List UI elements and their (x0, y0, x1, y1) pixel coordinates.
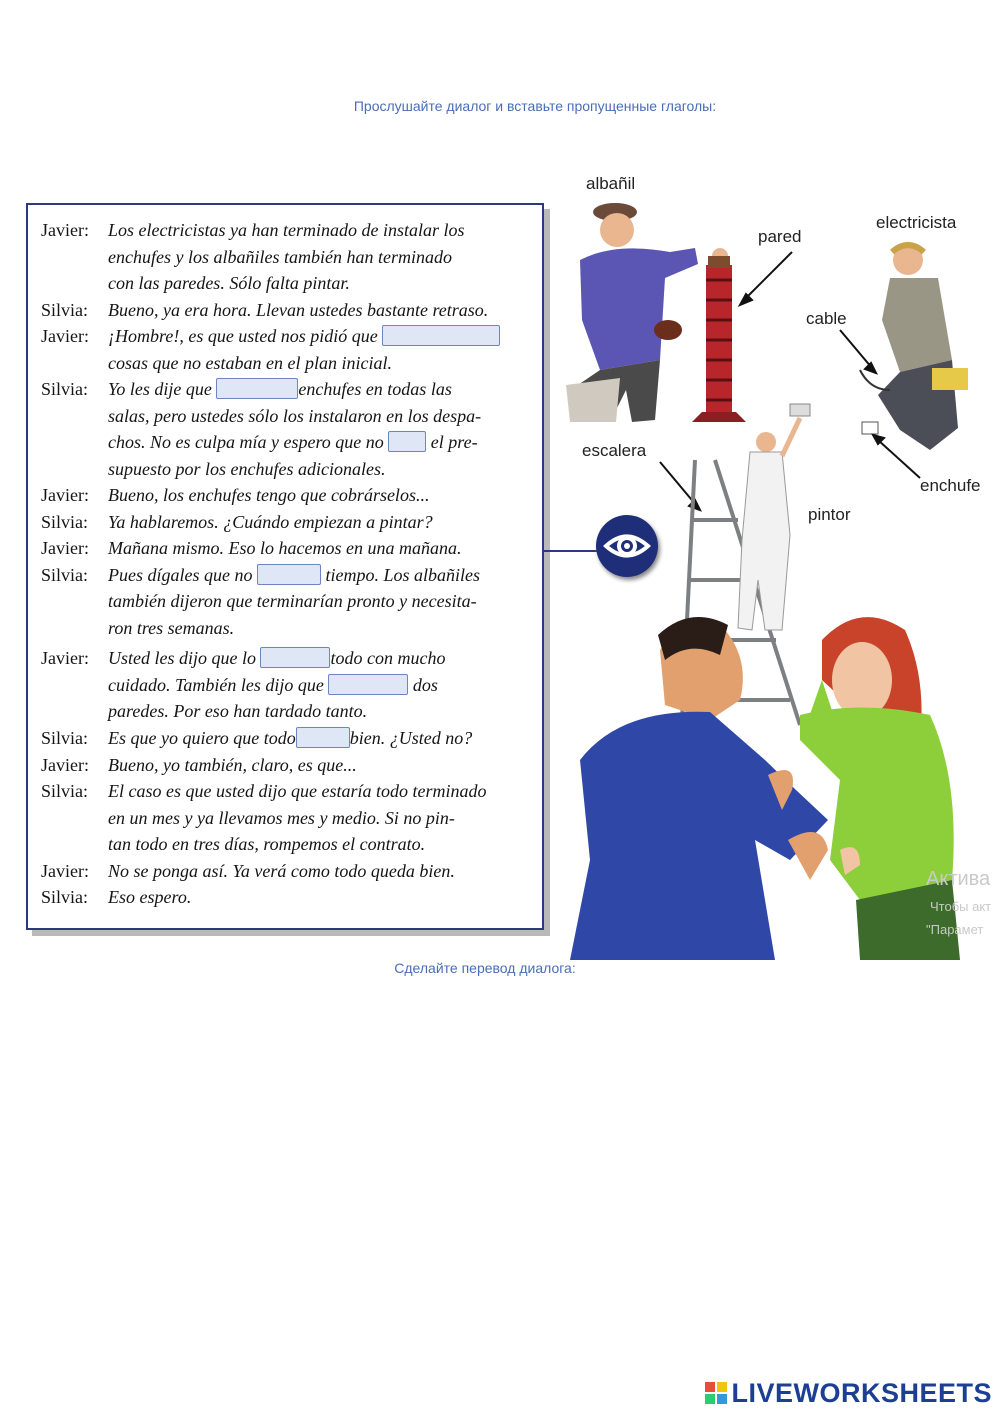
answer-blank-2[interactable] (216, 378, 298, 399)
wall-column (692, 256, 746, 422)
dialogue-text: Eso espero. (108, 887, 192, 907)
speaker-label: Javier: (41, 860, 89, 881)
logo-icon (705, 1382, 727, 1404)
dialogue-text: todo con mucho (330, 648, 446, 668)
dialogue-text: tiempo. Los albañiles (325, 564, 480, 585)
dialogue-text: chos. No es culpa mía y espero que no (108, 432, 384, 452)
dialogue-text: cosas que no estaban en el plan inicial. (108, 352, 392, 373)
dialogue-text: bien. ¿Usted no? (349, 728, 473, 748)
dialogue-text: con las paredes. Sólo falta pintar. (108, 273, 350, 293)
bricklayer-figure (566, 203, 728, 422)
label-pared: pared (758, 227, 802, 246)
speaker-label: Silvia: (41, 728, 89, 748)
speaker-label: Silvia: (41, 887, 89, 907)
answer-blank-4[interactable] (257, 564, 321, 585)
dialogue-text: Bueno, ya era hora. Llevan ustedes bastante retraso. (108, 299, 489, 320)
speaker-label: Javier: (41, 648, 89, 668)
dialogue-text: Mañana mismo. Eso lo hacemos en una mañana. (108, 538, 462, 558)
speaker-label: Javier: (41, 538, 89, 558)
worksite-illustration (560, 160, 1000, 960)
dialogue-text: Ya hablaremos. ¿Cuándo empiezan a pintar? (108, 511, 433, 532)
dialogue-text: enchufes y los albañiles también han terminado (108, 246, 452, 267)
label-pintor: pintor (808, 505, 851, 524)
speaker-label: Silvia: (41, 511, 89, 532)
instruction-translate: Сделайте перевод диалога: (394, 960, 576, 976)
label-enchufe: enchufe (920, 476, 981, 495)
answer-blank-5[interactable] (260, 647, 330, 668)
dialogue-text: tan todo en tres días, rompemos el contrato. (108, 834, 426, 854)
liveworksheets-logo[interactable] (705, 1378, 992, 1408)
speaker-label: Javier: (41, 485, 89, 505)
label-albanil: albañil (586, 174, 636, 193)
dialogue-text: paredes. Por eso han tardado tanto. (108, 701, 368, 721)
speaker-label: Silvia: (41, 299, 89, 320)
dialogue-text: dos (412, 674, 438, 695)
brand-name: LIVEWORKSHEETS (731, 1377, 992, 1408)
dialogue-text: Los electricistas ya han terminado de instalar los (108, 220, 465, 240)
answer-blank-7[interactable] (296, 727, 350, 748)
dialogue-text: cuidado. También les dijo que (108, 674, 324, 695)
dialogue-text: ¡Hombre!, es que usted nos pidió que (108, 326, 378, 346)
dialogue-text: Pues dígales que no (108, 564, 253, 585)
dialogue-text: Es que yo quiero que todo (108, 728, 296, 748)
dialogue-text: Usted les dijo que lo (108, 648, 256, 668)
activation-watermark: "Парамет (926, 922, 984, 937)
man-figure (570, 617, 828, 960)
speaker-label: Javier: (41, 326, 89, 346)
activation-watermark: Чтобы акт (930, 899, 992, 914)
speaker-label: Silvia: (41, 379, 89, 399)
label-cable: cable (806, 309, 847, 328)
dialogue-text: Bueno, yo también, claro, es que... (108, 754, 357, 775)
speaker-label: Javier: (41, 754, 89, 775)
label-electricista: electricista (876, 213, 957, 232)
dialogue-text: No se ponga así. Ya verá como todo queda bien. (108, 860, 455, 881)
electrician-figure (860, 245, 968, 450)
speaker-label: Silvia: (41, 781, 89, 801)
instruction-listen: Прослушайте диалог и вставьте пропущенные глаголы: (353, 98, 717, 114)
dialogue-text: Yo les dije que (108, 379, 212, 399)
painter-figure (738, 404, 810, 630)
dialogue-text: también dijeron que terminarían pronto y necesita- (108, 591, 477, 611)
dialogue-text: en un mes y ya llevamos mes y medio. Si no pin- (108, 807, 455, 828)
dialogue-text: el pre- (430, 432, 478, 452)
dialogue-text: El caso es que usted dijo que estaría todo terminado (108, 781, 487, 801)
dialogue-text: ron tres semanas. (108, 617, 235, 638)
dialogue-text: salas, pero ustedes sólo los instalaron en los despa- (108, 405, 482, 426)
dialogue-text: enchufes en todas las (298, 379, 452, 399)
answer-blank-3[interactable] (388, 431, 426, 452)
dialogue-text: Bueno, los enchufes tengo que cobrárselos... (108, 485, 430, 505)
answer-blank-1[interactable] (382, 325, 500, 346)
dialogue-text: supuesto por los enchufes adicionales. (108, 458, 386, 479)
answer-blank-6[interactable] (328, 674, 408, 695)
speaker-label: Silvia: (41, 564, 89, 585)
speaker-label: Javier: (41, 220, 89, 240)
label-escalera: escalera (582, 441, 647, 460)
activation-watermark: Актива (926, 868, 991, 890)
dialogue-box (26, 203, 544, 930)
